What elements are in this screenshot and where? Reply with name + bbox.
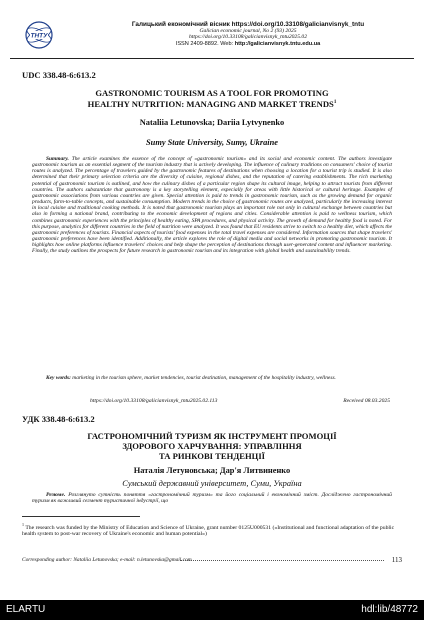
title-ua-line1: ГАСТРОНОМІЧНИЙ ТУРИЗМ ЯК ІНСТРУМЕНТ ПРОМОЦІЇ bbox=[87, 431, 337, 441]
authors-en: Nataliia Letunovska; Dariia Lytvynenko bbox=[139, 118, 285, 127]
title-en-line1: GASTRONOMIC TOURISM AS A TOOL FOR PROMOTING bbox=[95, 88, 329, 98]
affiliation-ua: Сумський державний університет, Суми, Україна bbox=[122, 479, 302, 488]
title-en-line2: HEALTHY NUTRITION: MANAGING AND MARKET TRENDS bbox=[87, 98, 334, 109]
journal-title-en: Galician economic journal, No 2 (93) 2025 bbox=[199, 28, 297, 34]
tntu-logo bbox=[24, 20, 54, 50]
header-divider bbox=[10, 58, 414, 59]
summary-text-ua: Розглянуто сутність поняття «гастрономічний туризм» та його соціальний і економічний зміст. Досліджено гастрономічний туризм як важливий сегмент туристичної індустрії, що bbox=[32, 492, 392, 505]
title-ua-line2: ЗДОРОВОГО ХАРЧУВАННЯ: УПРАВЛІННЯ bbox=[122, 441, 302, 451]
logo-text: ТНТУ bbox=[30, 32, 48, 40]
udc-en: UDC 338.48-6:613.2 bbox=[22, 70, 96, 80]
issue-doi: https://doi.org/10.33108/galicianvisnyk_tntu2025.02 bbox=[188, 34, 308, 41]
title-en-line2-wrap bbox=[22, 98, 402, 109]
corresponding-author: Corresponding author: Nataliia Letunovska; e-mail: n.letunovska@gmail.com bbox=[22, 557, 192, 563]
udc-ua: УДК 338.48-6:613.2 bbox=[22, 414, 95, 424]
journal-info bbox=[82, 21, 414, 47]
article-doi-link[interactable]: https://doi.org/10.33108/galicianvisnyk_tntu2025.02.113 bbox=[90, 398, 218, 404]
article-title-ua bbox=[22, 431, 402, 461]
handle-id: hdl:lib/48772 bbox=[361, 604, 418, 615]
title-footnote-mark: 1 bbox=[333, 100, 337, 105]
summary-text: The article examines the essence of the concept of «gastronomic tourism» and its social and economic content. The authors investigate gastronomic tourism as an essential segment of the tourism industry that is actively developing. The influence of culinary traditions on consumers' choice of tourist routes is analyzed. The percentage of travelers guided by the gastronomic features of destinations when choosing a location for a tourist trip is studied. It is also determined that their primary selection criteria are the diversity of cuisine, regional dishes, and the reputation of catering establishments. The rich marketing potential of gastronomic tourism is outlined, and how the culinary dishes of a particular region shape its cultural image, helping to attract tourists from different countries. The authors substantiate that gastronomy is a key storytelling element, especially for areas with little historical or cultural heritage. Examples of gastronomic associations from various countries are given. Special attention is paid to trends in gastronomic tourism, such as the growing demand for organic products, farm-to-table concepts, and sustainable consumption. Modern trends in the choice of gastronomic routes are analyzed, particularly the increasing interest in local cuisine and traditional cooking methods. It is noted that gastronomic tourism plays an important role not only in cultural exchange between countries but also in forming a national brand, contributing to the economic development of regions and cities. Considerable attention is paid to wellness tourism, which combines gastronomic experiences with the principles of healthy eating, SPA procedures, and physical activity. The growth of demand for healthy food is noted. For this purpose, analytics for different countries in the field of nutrition were analyzed. It was found that EU residents strive to switch to a healthy diet, which affects the gastronomic preferences of tourists. Financial aspects of tourists' food expenses in the total travel expenses are considered. Information sources that shape travelers' gastronomic preferences have been identified. Additionally, the article explores the role of digital media and social networks in promoting gastronomic tourism. It highlights how online platforms influence travelers' choices and help shape the perception of destinations through user-generated content and influencer marketing. Finally, the study outlines the prospects for future research in gastronomic tourism and its integration with global health and sustainability trends. bbox=[32, 156, 392, 255]
abstract-en bbox=[32, 156, 392, 255]
received-date: Received 08.03.2025 bbox=[343, 398, 390, 404]
keywords-text: marketing in the tourism sphere, market tendencies, tourist destination, management of the hospitality industry, wellness. bbox=[72, 375, 336, 381]
issn-label: ISSN 2409-8892. Web: bbox=[175, 40, 234, 47]
funding-footnote bbox=[22, 522, 402, 538]
footnote-divider bbox=[22, 516, 140, 517]
summary-label: Summary. bbox=[46, 156, 69, 162]
abstract-ua bbox=[32, 492, 392, 505]
authors-ua: Наталія Летуновська; Дар'я Литвиненко bbox=[133, 466, 291, 475]
page-number: 113 bbox=[391, 556, 402, 564]
affiliation-en: Sumy State University, Sumy, Ukraine bbox=[146, 138, 278, 147]
journal-header bbox=[10, 16, 414, 62]
footnote-text: The research was funded by the Ministry of Education and Science of Ukraine, grant number 0125U000531 («Institutional and functional adaptation of the public health system to post-war recovery of Ukraine's economic and human potential») bbox=[22, 524, 395, 538]
repository-footer bbox=[0, 600, 424, 620]
keywords-label: Key words: bbox=[46, 375, 71, 381]
correspondence-row bbox=[22, 557, 402, 567]
article-title-en bbox=[22, 88, 402, 109]
journal-title-ua: Галицький економічний вісник https://doi.org/10.33108/galicianvisnyk_tntu bbox=[131, 21, 365, 28]
doi-row bbox=[22, 398, 402, 406]
repository-name: ELARTU bbox=[6, 604, 46, 615]
journal-website-link[interactable]: http://galicianvisnyk.tntu.edu.ua bbox=[234, 40, 321, 47]
title-ua-line3: ТА РИНКОВІ ТЕНДЕНЦІЇ bbox=[158, 451, 266, 461]
issn-line bbox=[82, 41, 414, 48]
footnote-mark: 1 bbox=[22, 522, 24, 527]
summary-label-ua: Резюме. bbox=[46, 492, 66, 498]
keywords-en bbox=[32, 375, 392, 381]
leader-dots bbox=[180, 556, 384, 561]
